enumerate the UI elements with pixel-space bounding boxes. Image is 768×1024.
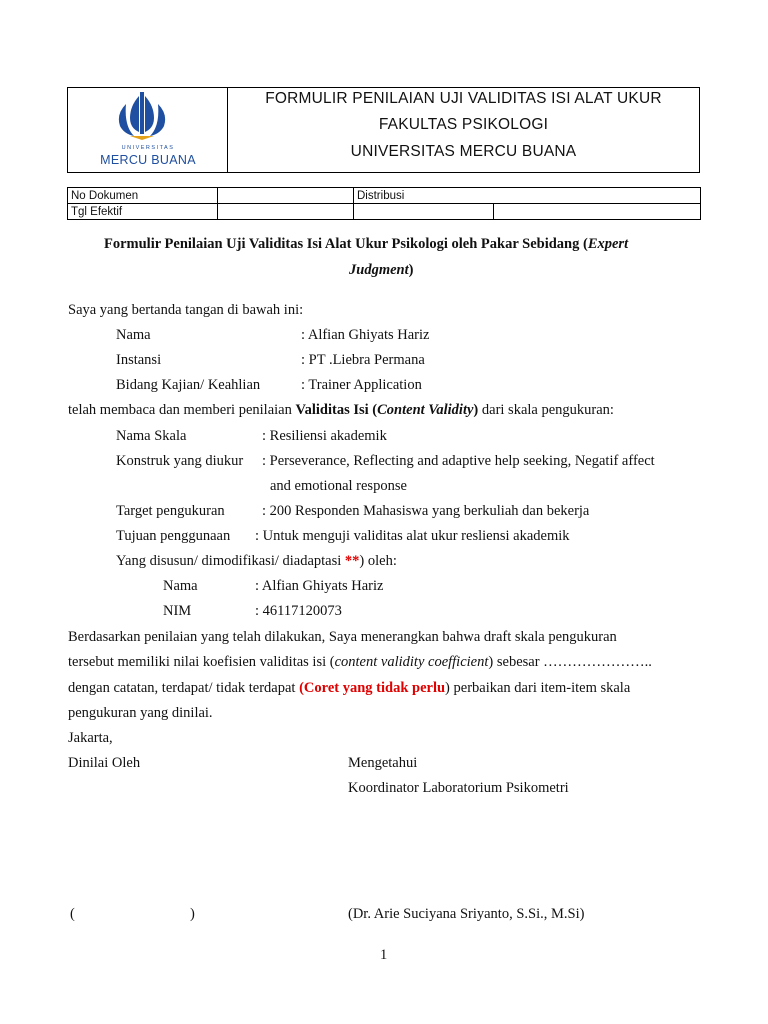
conclusion-line-3-post: perbaikan dari item-item skala [449, 680, 631, 696]
mengetahui-label: Mengetahui [348, 755, 418, 771]
author-nama-label: Nama [163, 578, 198, 594]
form-heading-line-1 [104, 236, 628, 253]
heading-judgment: Judgment [349, 262, 409, 278]
assessor-name-close-paren: ) [190, 906, 195, 922]
target-value: : 200 Responden Mahasiswa yang berkuliah dan bekerja [262, 503, 590, 519]
university-logo [68, 88, 228, 172]
disusun-post: ) oleh: [359, 553, 397, 569]
signer-nama-value: : Alfian Ghiyats Hariz [301, 327, 430, 343]
konstruk-value-line-2: and emotional response [270, 478, 407, 494]
distribusi-label: Distribusi [354, 188, 701, 204]
statement-post: dari skala pengukuran: [478, 402, 614, 418]
page-number: 1 [380, 947, 388, 963]
statement-bold-close: ) [473, 402, 479, 418]
tujuan-value: : Untuk menguji validitas alat ukur resliensi akademik [255, 528, 570, 544]
coefficient-blank: ………………….. [543, 654, 652, 670]
table-row [68, 188, 701, 204]
no-dokumen-value [218, 188, 354, 204]
target-label: Target pengukuran [116, 503, 225, 519]
document-info-table [67, 187, 701, 220]
conclusion-line-3 [68, 680, 630, 697]
signer-instansi-value: : PT .Liebra Permana [301, 352, 425, 368]
document-header [67, 87, 700, 173]
tgl-efektif-label: Tgl Efektif [68, 204, 218, 220]
tujuan-label: Tujuan penggunaan [116, 528, 231, 544]
form-title-line-1: FORMULIR PENILAIAN UJI VALIDITAS ISI ALAT UKUR [265, 90, 662, 107]
conclusion-line-3-close: ) [445, 680, 450, 696]
dinilai-oleh-label: Dinilai Oleh [68, 755, 141, 771]
coordinator-name: (Dr. Arie Suciyana Sriyanto, S.Si., M.Si) [348, 906, 585, 922]
logo-cell [68, 88, 228, 172]
faculty-line: FAKULTAS PSIKOLOGI [378, 116, 549, 133]
heading-expert: Expert [587, 236, 629, 252]
signer-nama-label: Nama [116, 327, 151, 343]
disusun-mark: ** [344, 553, 360, 569]
signer-instansi-label: Instansi [116, 352, 162, 368]
author-nama-value: : Alfian Ghiyats Hariz [255, 578, 384, 594]
logo-text: MERCU BUANA [100, 153, 196, 167]
konstruk-value-line-1: : Perseverance, Reflecting and adaptive help seeking, Negatif affect [262, 453, 655, 469]
heading-text: Formulir Penilaian Uji Validitas Isi Alat Ukur Psikologi oleh Pakar Sebidang ( [104, 236, 588, 252]
intro-text: Saya yang bertanda tangan di bawah ini: [68, 302, 304, 318]
table-row [68, 204, 701, 220]
statement-bold: Validitas Isi ( [295, 402, 378, 418]
konstruk-label: Konstruk yang diukur [116, 453, 244, 469]
disusun-pre: Yang disusun/ dimodifikasi/ diadaptasi [116, 553, 345, 569]
no-dokumen-label: No Dokumen [68, 188, 218, 204]
koordinator-label: Koordinator Laboratorium Psikometri [348, 780, 569, 796]
distribusi-value-1 [354, 204, 494, 220]
statement-line [68, 402, 614, 419]
statement-italic: Content Validity [377, 402, 474, 418]
tgl-efektif-value [218, 204, 354, 220]
conclusion-line-2-pre: tersebut memiliki nilai koefisien validitas isi ( [68, 654, 335, 670]
nama-skala-label: Nama Skala [116, 428, 187, 444]
place-text: Jakarta, [68, 730, 113, 746]
conclusion-line-3-pre: dengan catatan, terdapat/ tidak terdapat [68, 680, 300, 696]
signer-bidang-label: Bidang Kajian/ Keahlian [116, 377, 261, 393]
disusun-line [116, 553, 397, 570]
signer-bidang-value: : Trainer Application [301, 377, 422, 393]
statement-pre: telah membaca dan memberi penilaian [68, 402, 296, 418]
conclusion-line-3-red: (Coret yang tidak perlu [299, 680, 446, 696]
form-heading-line-2 [349, 262, 413, 279]
conclusion-line-4: pengukuran yang dinilai. [68, 705, 213, 721]
logo-small-text: UNIVERSITAS [121, 145, 175, 151]
conclusion-line-2-italic: content validity coefficient [334, 654, 489, 670]
distribusi-value-2 [494, 204, 701, 220]
assessor-name-open-paren: ( [70, 906, 75, 922]
author-nim-value: : 46117120073 [255, 603, 342, 619]
heading-close: ) [408, 262, 414, 278]
author-nim-label: NIM [163, 603, 192, 619]
conclusion-line-2 [68, 654, 652, 671]
nama-skala-value: : Resiliensi akademik [262, 428, 387, 444]
university-line: UNIVERSITAS MERCU BUANA [350, 143, 577, 160]
conclusion-line-2-post: ) sebesar [488, 654, 544, 670]
conclusion-line-1: Berdasarkan penilaian yang telah dilakukan, Saya menerangkan bahwa draft skala pengukuran [68, 629, 617, 645]
